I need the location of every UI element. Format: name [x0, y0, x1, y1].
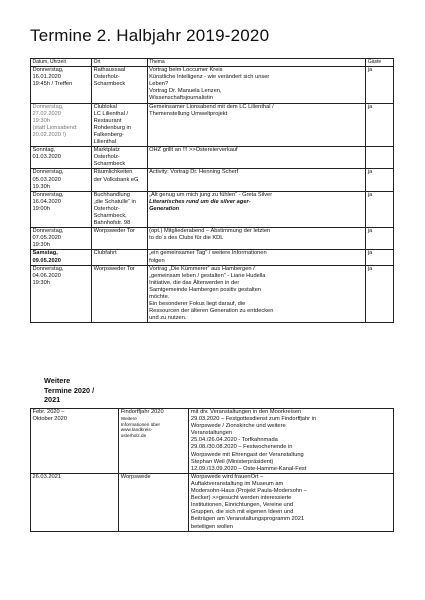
- row-gaeste: ja: [366, 67, 394, 103]
- row-date: Donnerstag, 16.01.2020 19:45h / Treffen: [31, 67, 92, 103]
- row-gaeste: ja: [366, 265, 394, 323]
- row-date: Sonntag, 01.03.2020: [31, 147, 92, 169]
- table-row: [31, 265, 394, 323]
- table-row: [31, 228, 394, 250]
- row-date: Donnerstag, 07.05.2020 19:30h: [31, 228, 92, 250]
- page-title: Termine 2. Halbjahr 2019-2020: [30, 26, 270, 45]
- row-date: Donnerstag, 04.06.2020 19:30h: [31, 265, 92, 323]
- section-heading: Weitere Termine 2020 / 2021: [44, 376, 95, 404]
- row-thema: „ein gemeinsamer Tag“ / weitere Informationen folgen: [147, 250, 366, 265]
- row-ort: Clublokal LC Lilienthal / Restaurant Rohdenburg in Falkenberg- Lilienthal: [92, 103, 148, 147]
- row-ort: Buchhandlung „die Schatulle“ in Osterholz- Scharmbeck, Bahnhofstr. 98: [92, 191, 148, 227]
- row-date: Donnerstag, 27.02.2020 19:30h (statt Lionsabend: 20.02.2020 !): [31, 103, 92, 147]
- row-date: 26.03.2021: [31, 473, 119, 531]
- column-header-date: Datum, Uhrzeit: [31, 59, 92, 67]
- row-thema: Gemeinsamer Lionsabend mit dem LC Lilienthal / Themenstellung Umweltprojekt: [147, 103, 366, 147]
- row-ort: Marktplatz Osterholz- Scharmbeck: [92, 147, 148, 169]
- row-gaeste: ja: [366, 250, 394, 265]
- row-date: Febr. 2020 – Oktober 2020: [31, 409, 119, 474]
- table-row: [31, 147, 394, 169]
- row-gaeste: ja: [366, 191, 394, 227]
- row-gaeste: ja: [366, 103, 394, 147]
- row-ort: [119, 473, 189, 531]
- table-row: [31, 67, 394, 103]
- row-thema: [147, 191, 366, 227]
- row-date: Donnerstag, 16.04.2020 19:00h: [31, 191, 92, 227]
- table-row: [31, 409, 394, 474]
- row-date: Donnerstag, 05.03.2020 19.30h: [31, 169, 92, 191]
- row-ort: Räumlichkeiten der Volksbank eG: [92, 169, 148, 191]
- column-header-thema: Thema: [147, 59, 366, 67]
- row-ort: Worpsweder Tor: [92, 228, 148, 250]
- table-row: [31, 169, 394, 191]
- further-events-table: [30, 408, 394, 532]
- row-thema: Worpswede wird frauenOrt – Auftaktveranstaltung im Museum am Modersohn-Haus (Projekt Paula-Modersohn – Becker) >>gesucht werden interessierte Institutionen, Einrichtungen, Vereine und Gruppen, die sich mit eigenen Ideen und Beiträgen am Veranstaltungsprogramm 2021 beteiligen wollen: [189, 473, 394, 531]
- row-thema-highlight: Literarisches rund um die silver ager- Generation: [149, 198, 251, 212]
- row-ort: Worpsweder Tor: [92, 265, 148, 323]
- row-ort: [119, 409, 189, 474]
- table-row: [31, 103, 394, 147]
- row-date: Samstag, 09.05.2020: [31, 250, 92, 265]
- row-thema: Activity: Vortrag Dr. Henning Scherf: [147, 169, 366, 191]
- row-thema: mit div. Veranstaltungen in den Moorkreisen 29.03.2020 – Festgottesdienst zum Findorffjahr in Worpswede / Zionskirche und weitere Veranstaltungen 25.04./26.04.2020 - Torfkahnmada 29.08./30.08.2020 – Festwochenende in Worpswede mit Ehrengast der Veranstaltung Stephan Weil (Ministerpräsident) 12.09./13.09.2020 – Oste-Hamme-Kanal-Fest: [189, 409, 394, 474]
- column-header-ort: Ort: [92, 59, 148, 67]
- table-row: [31, 250, 394, 265]
- row-gaeste: [366, 147, 394, 169]
- row-thema: Vortrag beim Loccumer Kreis Künstliche Intelligenz - wie verändert sich unser Leben? Vortrag Dr. Manuela Lenzen, Wissenschaftsjournalistin: [147, 67, 366, 103]
- row-thema: (opt.) Mitgliederabend – Abstimmung der letzten to do´s des Clubs für die KDL: [147, 228, 366, 250]
- table-row: [31, 191, 394, 227]
- row-ort: Clubfahrt: [92, 250, 148, 265]
- row-thema: Vortrag „Die Kümmerer“ aus Hambergen / „gemeinsam leben / gestalten“ - Liane Hudella Initiative, die das Älterwerden in der Samtgemeinde Hambergen positiv gestalten möchte. Ein besonderer Fokus liegt darauf, die Ressourcen der älteren Generation zu entdecken und zu nutzen.: [147, 265, 366, 323]
- row-gaeste: ja: [366, 228, 394, 250]
- row-ort: Rathaussaal Osterholz- Scharmbeck: [92, 67, 148, 103]
- table-row: [31, 473, 394, 531]
- row-thema-line: „Alt genug um mich jung zu fühlen“ - Greta Silver: [149, 191, 273, 198]
- row-ort-note: Weitere Informationen über www.landkreis- osterholz.de: [120, 416, 161, 438]
- column-header-gaeste: Gäste: [366, 59, 394, 67]
- row-gaeste: ja: [366, 169, 394, 191]
- row-ort-label: Findorffjahr 2020: [120, 409, 164, 415]
- schedule-table: [30, 58, 394, 323]
- row-ort-label: Worpswede: [120, 473, 151, 480]
- table-header-row: [31, 59, 394, 67]
- row-thema: OHZ grillt an !!! >>Ostereierverkauf: [147, 147, 366, 169]
